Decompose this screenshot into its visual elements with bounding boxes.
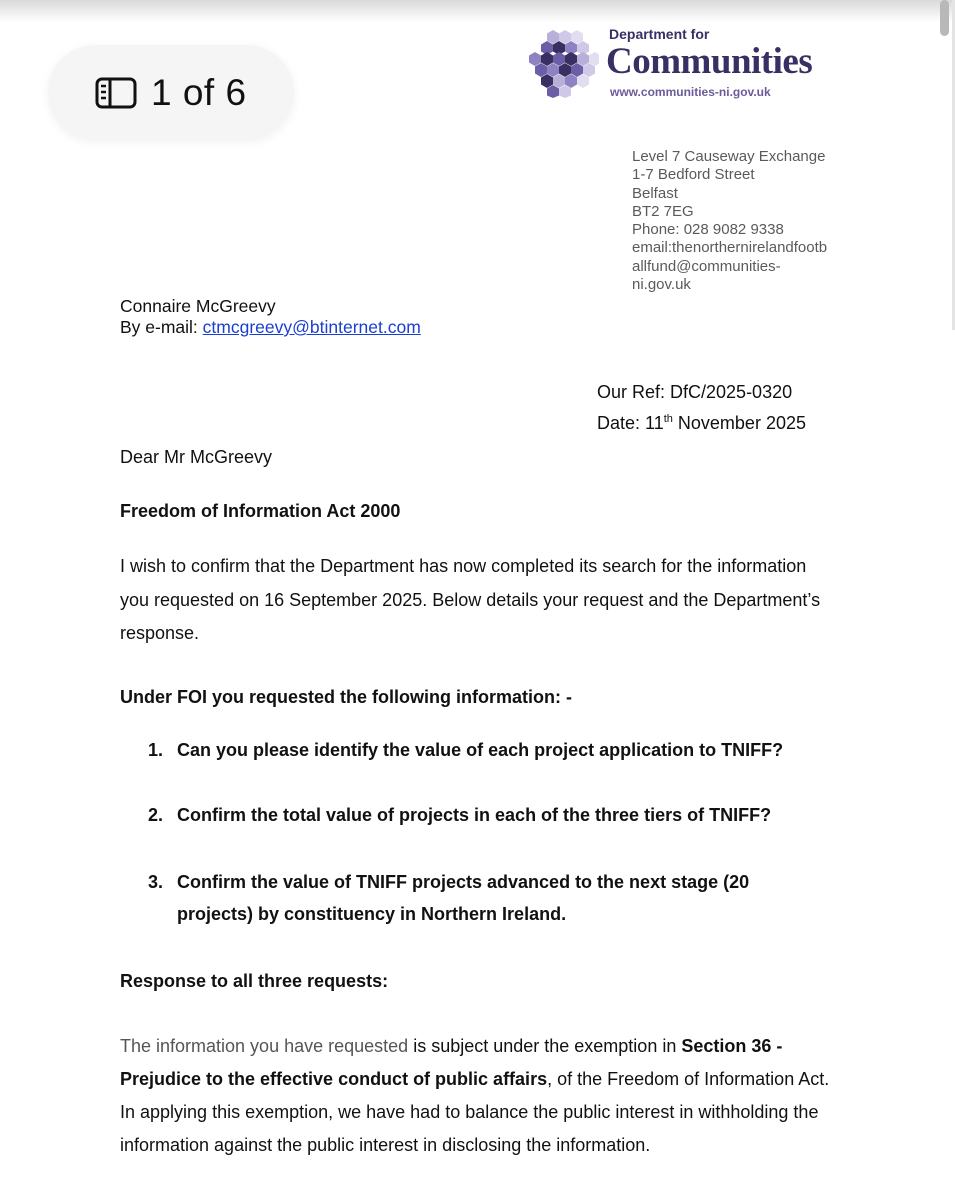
requests-heading: Under FOI you requested the following information: - [120, 687, 572, 707]
date-superscript: th [663, 413, 673, 425]
address-line: Phone: 028 9082 9338 [632, 221, 784, 239]
address-line: allfund@communities- [632, 257, 781, 275]
response-section-36: Section 36 - Prejudice to the effective conduct of public affairs [120, 1036, 783, 1089]
logo-dept-prefix: Department for [609, 26, 710, 42]
address-line: ni.gov.uk [632, 276, 691, 294]
list-item [148, 867, 808, 930]
scrollbar-thumb[interactable] [940, 0, 949, 36]
recipient-name: Connaire McGreevy [120, 296, 276, 316]
sender-address [632, 148, 847, 294]
list-number: 2. [148, 805, 164, 825]
list-item [148, 735, 848, 767]
response-part-4: , of the Freedom of Information Act. In applying this exemption, we have had to balance the public interest in withholding the information against the public interest in disclosing the information. [120, 1069, 830, 1155]
recipient-block [120, 296, 421, 338]
email-label: By e-mail: [120, 317, 203, 337]
response-heading: Response to all three requests: [120, 971, 389, 991]
subject-heading: Freedom of Information Act 2000 [120, 501, 401, 521]
top-shade [0, 0, 955, 22]
logo-url: www.communities-ni.gov.uk [610, 85, 771, 99]
letter-date [597, 413, 806, 434]
address-line: BT2 7EG [632, 202, 694, 220]
date-prefix: Date: 11 [597, 413, 664, 433]
intro-paragraph: I wish to confirm that the Department has now completed its search for the information you requested on 16 September 2025. Below details your request and the Department’s response. [120, 556, 821, 643]
address-line: 1-7 Bedford Street [632, 166, 755, 184]
logo-dept-name: Communities [606, 41, 813, 82]
page-counter-text: 1 of 6 [151, 71, 247, 113]
page-counter-pill[interactable] [48, 45, 294, 140]
response-part-1: The information you have requested [120, 1036, 409, 1056]
response-part-2: is subject under the exemption in [408, 1036, 682, 1056]
list-number: 3. [148, 872, 164, 892]
list-number: 1. [148, 740, 164, 760]
hexagon-cluster-icon [525, 28, 599, 98]
list-text: Confirm the total value of projects in each of the three tiers of TNIFF? [177, 805, 772, 825]
recipient-email-line [120, 317, 421, 338]
salutation: Dear Mr McGreevy [120, 447, 273, 467]
address-line: Belfast [632, 184, 678, 202]
page-view-icon [95, 77, 137, 109]
department-logo [525, 24, 845, 104]
list-text: Confirm the value of TNIFF projects advanced to the next stage (20 projects) by constituency in Northern Ireland. [177, 872, 750, 924]
address-line: email:thenorthernirelandfootb [632, 239, 828, 257]
list-text: Can you please identify the value of each project application to TNIFF? [177, 740, 784, 760]
response-paragraph [120, 1030, 845, 1162]
list-item [148, 800, 848, 832]
date-suffix: November 2025 [672, 413, 806, 433]
recipient-email-link[interactable]: ctmcgreevy@btinternet.com [202, 317, 421, 337]
our-ref: Our Ref: DfC/2025-0320 [597, 382, 793, 402]
address-line: Level 7 Causeway Exchange [632, 148, 826, 165]
